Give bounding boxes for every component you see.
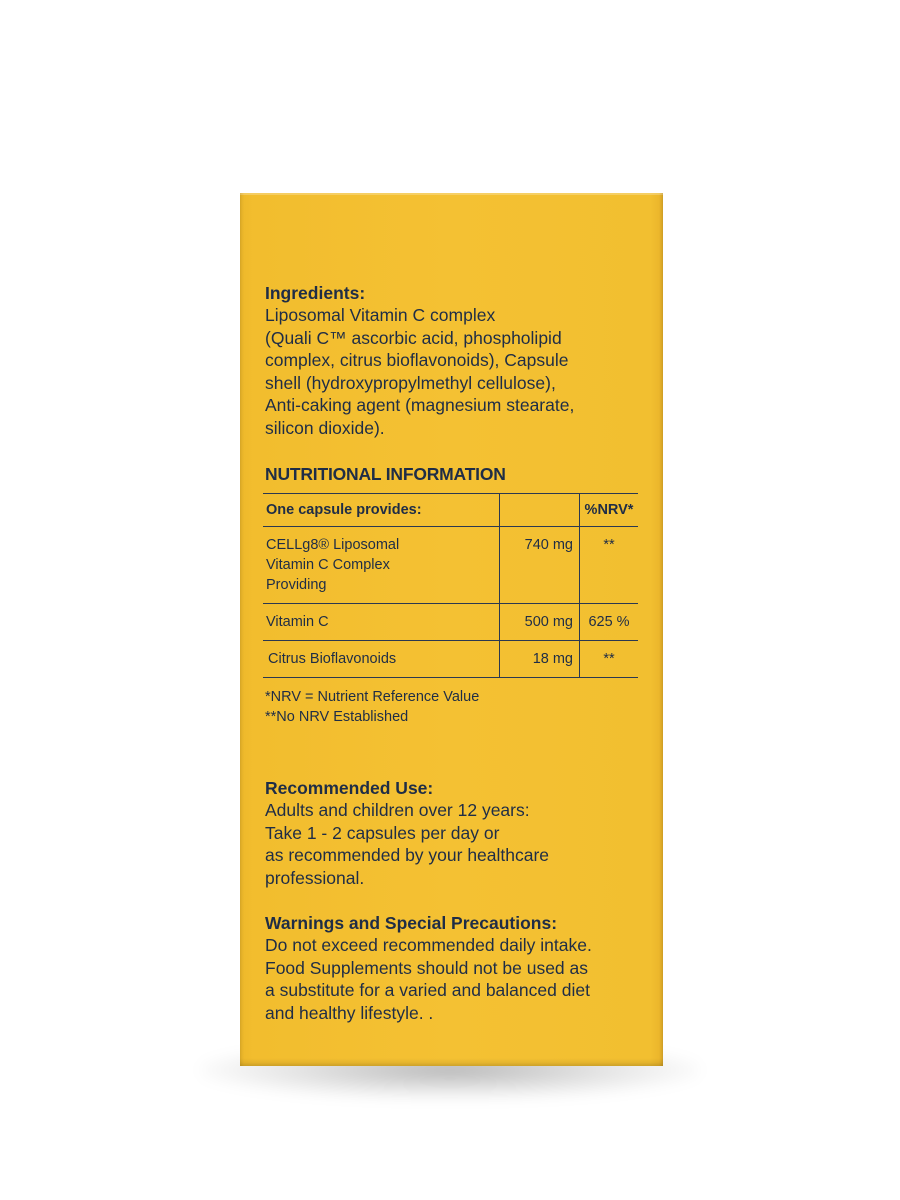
label-content	[265, 282, 645, 1023]
nutrition-title: NUTRITIONAL INFORMATION	[265, 464, 506, 484]
nutrient-nrv: 625 %	[580, 604, 639, 641]
ingredients-heading: Ingredients:	[265, 283, 366, 303]
ingredients-section	[265, 282, 645, 439]
nutrient-amount: 18 mg	[500, 641, 580, 678]
nutrient-amount: 500 mg	[500, 604, 580, 641]
recommended-heading: Recommended Use:	[265, 778, 434, 798]
warnings-line: and healthy lifestyle. .	[265, 1002, 434, 1023]
header-nrv: %NRV*	[580, 494, 639, 527]
warnings-line: Food Supplements should not be used as	[265, 957, 588, 978]
warnings-section	[265, 912, 645, 1024]
table-row	[263, 604, 638, 641]
header-amount	[500, 494, 580, 527]
box-right-edge	[659, 193, 663, 1066]
box-bottom-edge	[240, 1058, 663, 1066]
nutrient-name: CELLg8® Liposomal Vitamin C Complex Providing	[263, 527, 500, 604]
nutrient-nrv: **	[580, 641, 639, 678]
nutrition-table	[263, 493, 638, 678]
recommended-line: Take 1 - 2 capsules per day or	[265, 822, 500, 843]
ingredients-text: Liposomal Vitamin C complex (Quali C™ ascorbic acid, phospholipid complex, citrus bioflavonoids), Capsule shell (hydroxypropylmethyl cellulose), Anti-caking agent (magnesium stearate, silicon dioxide).	[265, 305, 575, 438]
nutrient-nrv: **	[580, 527, 639, 604]
table-row	[263, 527, 638, 604]
recommended-use-section	[265, 777, 645, 889]
nrv-footnotes	[265, 687, 479, 727]
footnote-no-nrv: **No NRV Established	[265, 709, 409, 725]
warnings-line: Do not exceed recommended daily intake.	[265, 935, 592, 955]
recommended-line: Adults and children over 12 years:	[265, 800, 530, 820]
recommended-line: as recommended by your healthcare	[265, 845, 550, 865]
warnings-line: a substitute for a varied and balanced diet	[265, 980, 590, 1000]
box-left-edge	[240, 193, 244, 1066]
footnote-nrv: *NRV = Nutrient Reference Value	[265, 689, 480, 705]
table-row	[263, 641, 638, 678]
header-label: One capsule provides:	[263, 494, 500, 527]
recommended-line: professional.	[265, 867, 365, 888]
nutrient-name: Citrus Bioflavonoids	[263, 641, 500, 678]
warnings-heading: Warnings and Special Precautions:	[265, 913, 558, 933]
nutrient-amount: 740 mg	[500, 527, 580, 604]
nutrient-name: Vitamin C	[263, 604, 500, 641]
table-header-row	[263, 494, 638, 527]
